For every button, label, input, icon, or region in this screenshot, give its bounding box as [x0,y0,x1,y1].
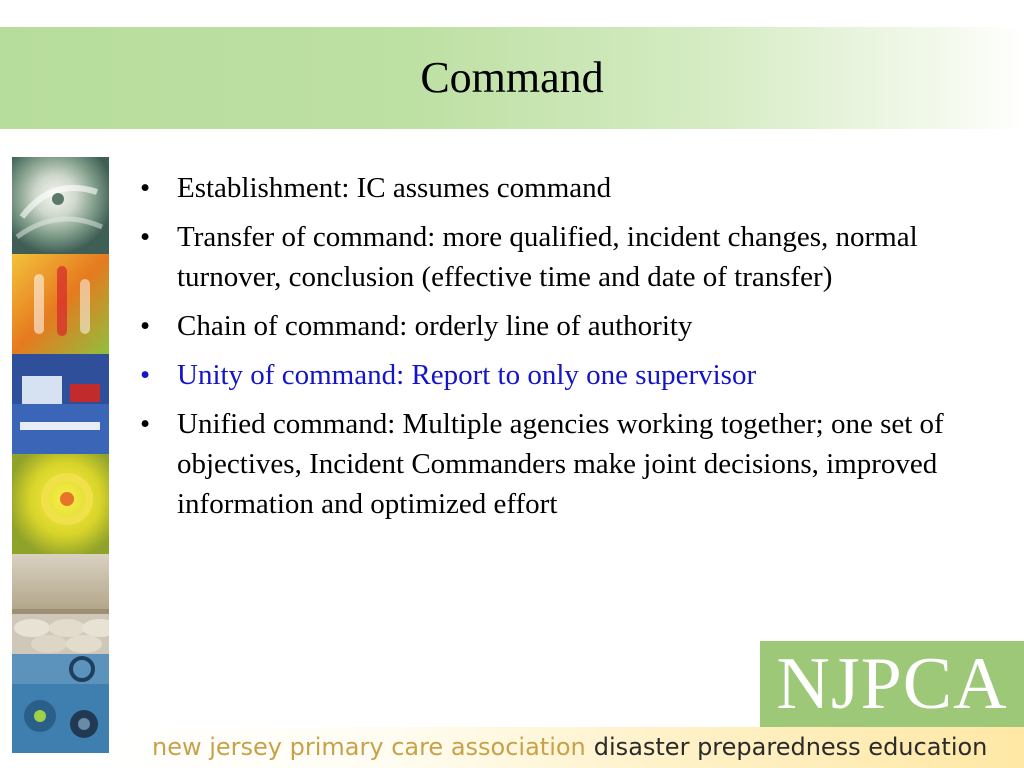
hurricane-satellite-image [12,157,109,254]
bullet-text: Establishment: IC assumes command [177,172,612,204]
bullet-item [140,306,970,346]
bullet-text: Unity of command: Report to only one supervisor [177,359,757,391]
bullet-item-highlighted [140,355,970,395]
njpca-logo [760,641,1024,727]
bullet-list [140,168,970,533]
bullet-item [140,217,970,297]
sandbags-image [12,614,109,654]
slide-title: Command [420,53,604,102]
logo-text: NJPCA [776,643,1008,725]
emergency-vehicle-image [12,354,109,454]
bullet-text: Transfer of command: more qualified, incident changes, normal turnover, conclusion (effective time and date of transfer) [177,221,918,293]
radiation-symbol-image [12,454,109,554]
bullet-text: Chain of command: orderly line of authority [177,310,693,342]
laboratory-test-tubes-image [12,254,109,354]
bullet-text: Unified command: Multiple agencies working together; one set of objectives, Incident Commanders make joint decisions, improved information and optimized effort [177,408,944,520]
footer-program: disaster preparedness education [593,733,988,761]
footer-text [152,729,1024,765]
biohazard-gas-mask-image [12,654,109,753]
bullet-dot-icon: • [140,310,151,342]
bullet-item [140,168,970,208]
bullet-dot-icon: • [140,172,151,204]
photo-strip [12,157,109,753]
footer-organization: new jersey primary care association [152,733,586,761]
bullet-item [140,404,970,524]
bullet-dot-icon: • [140,408,151,440]
bullet-dot-icon: • [140,221,151,253]
bullet-dot-icon: • [140,359,151,391]
